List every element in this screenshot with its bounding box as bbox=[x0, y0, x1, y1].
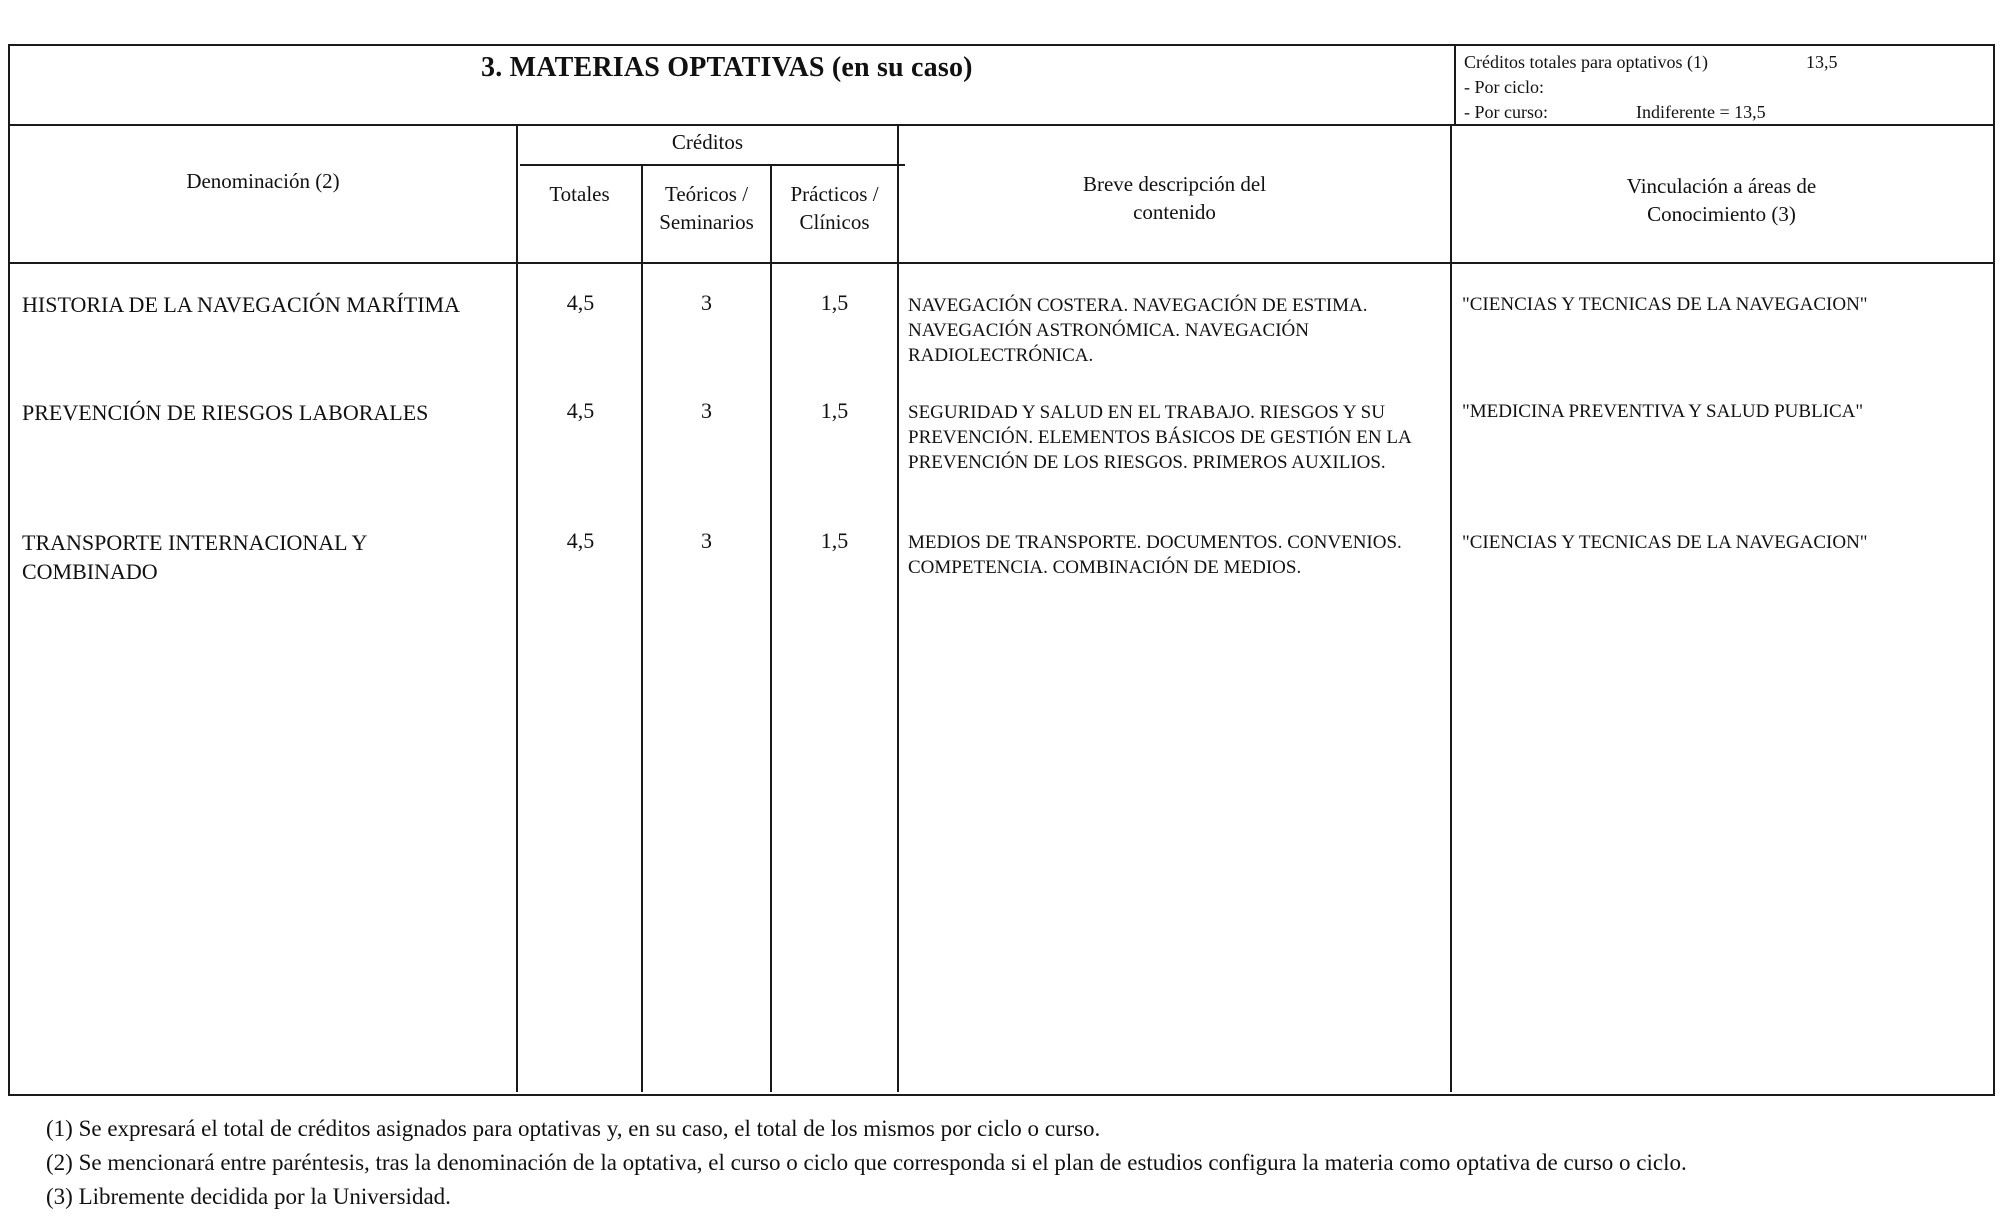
row-denominacion: TRANSPORTE INTERNACIONAL Y bbox=[22, 530, 368, 555]
row-descripcion: SEGURIDAD Y SALUD EN EL TRABAJO. RIESGOS Y SU PREVENCIÓN. ELEMENTOS BÁSICOS DE GESTIÓN EN LA PREVENCIÓN DE LOS RIESGOS. PRIMEROS AUXILIOS. bbox=[908, 402, 1411, 473]
header-creditos: Créditos bbox=[671, 130, 744, 154]
header-teoricos-line1: Teóricos / bbox=[664, 182, 749, 206]
row-area: "CIENCIAS Y TECNICAS DE LA NAVEGACION" bbox=[1462, 294, 1868, 315]
header-practicos-line1: Prácticos / bbox=[790, 182, 879, 206]
header-row-divider bbox=[10, 262, 1993, 264]
credits-total-value: 13,5 bbox=[1806, 52, 1838, 72]
col-divider-denominacion bbox=[516, 124, 518, 1092]
row-denominacion-line2: COMBINADO bbox=[22, 559, 158, 584]
row-totales: 4,5 bbox=[566, 528, 595, 553]
row-teoricos: 3 bbox=[701, 398, 712, 423]
row-area: "MEDICINA PREVENTIVA Y SALUD PUBLICA" bbox=[1462, 401, 1864, 422]
header-descripcion-line2: contenido bbox=[1133, 200, 1216, 224]
header-totales: Totales bbox=[549, 182, 610, 206]
row-denominacion: PREVENCIÓN DE RIESGOS LABORALES bbox=[22, 400, 429, 425]
row-totales: 4,5 bbox=[566, 290, 595, 315]
credits-por-curso-value: Indiferente = 13,5 bbox=[1636, 102, 1766, 122]
credits-box-divider bbox=[1454, 44, 1456, 126]
footnote-1: (1) Se expresará el total de créditos asignados para optativas y, en su caso, el total de los mismos por ciclo o curso. bbox=[46, 1116, 1101, 1141]
row-teoricos: 3 bbox=[701, 290, 712, 315]
credits-por-curso-label: - Por curso: bbox=[1464, 102, 1548, 122]
row-practicos: 1,5 bbox=[820, 398, 849, 423]
row-descripcion: NAVEGACIÓN COSTERA. NAVEGACIÓN DE ESTIMA. NAVEGACIÓN ASTRONÓMICA. NAVEGACIÓN RADIOLECTRÓNICA. bbox=[908, 295, 1368, 366]
creditos-group-divider bbox=[520, 164, 905, 166]
row-practicos: 1,5 bbox=[820, 528, 849, 553]
footnote-3: (3) Libremente decidida por la Universidad. bbox=[46, 1184, 451, 1209]
header-practicos-line2: Clínicos bbox=[799, 210, 870, 234]
credits-total-label: Créditos totales para optativos (1) bbox=[1464, 52, 1708, 72]
header-denominacion: Denominación (2) bbox=[186, 169, 340, 193]
header-vinculacion-line2: Conocimiento (3) bbox=[1647, 202, 1796, 226]
section-title: 3. MATERIAS OPTATIVAS (en su caso) bbox=[481, 52, 973, 83]
footnote-2: (2) Se mencionará entre paréntesis, tras la denominación de la optativa, el curso o ciclo que corresponda si el plan de estudios configura la materia como optativa de curso o ciclo. bbox=[46, 1150, 1687, 1175]
header-descripcion-line1: Breve descripción del bbox=[1082, 172, 1267, 196]
row-area: "CIENCIAS Y TECNICAS DE LA NAVEGACION" bbox=[1462, 532, 1868, 553]
row-teoricos: 3 bbox=[701, 528, 712, 553]
credits-por-ciclo-label: - Por ciclo: bbox=[1464, 77, 1544, 97]
header-vinculacion-line1: Vinculación a áreas de bbox=[1626, 174, 1817, 198]
row-totales: 4,5 bbox=[566, 398, 595, 423]
row-denominacion: HISTORIA DE LA NAVEGACIÓN MARÍTIMA bbox=[22, 292, 460, 317]
header-teoricos-line2: Seminarios bbox=[659, 210, 754, 234]
col-divider-descripcion bbox=[1450, 124, 1452, 1092]
row-practicos: 1,5 bbox=[820, 290, 849, 315]
col-divider-practicos bbox=[897, 124, 899, 1092]
row-descripcion: MEDIOS DE TRANSPORTE. DOCUMENTOS. CONVENIOS. COMPETENCIA. COMBINACIÓN DE MEDIOS. bbox=[908, 532, 1402, 578]
